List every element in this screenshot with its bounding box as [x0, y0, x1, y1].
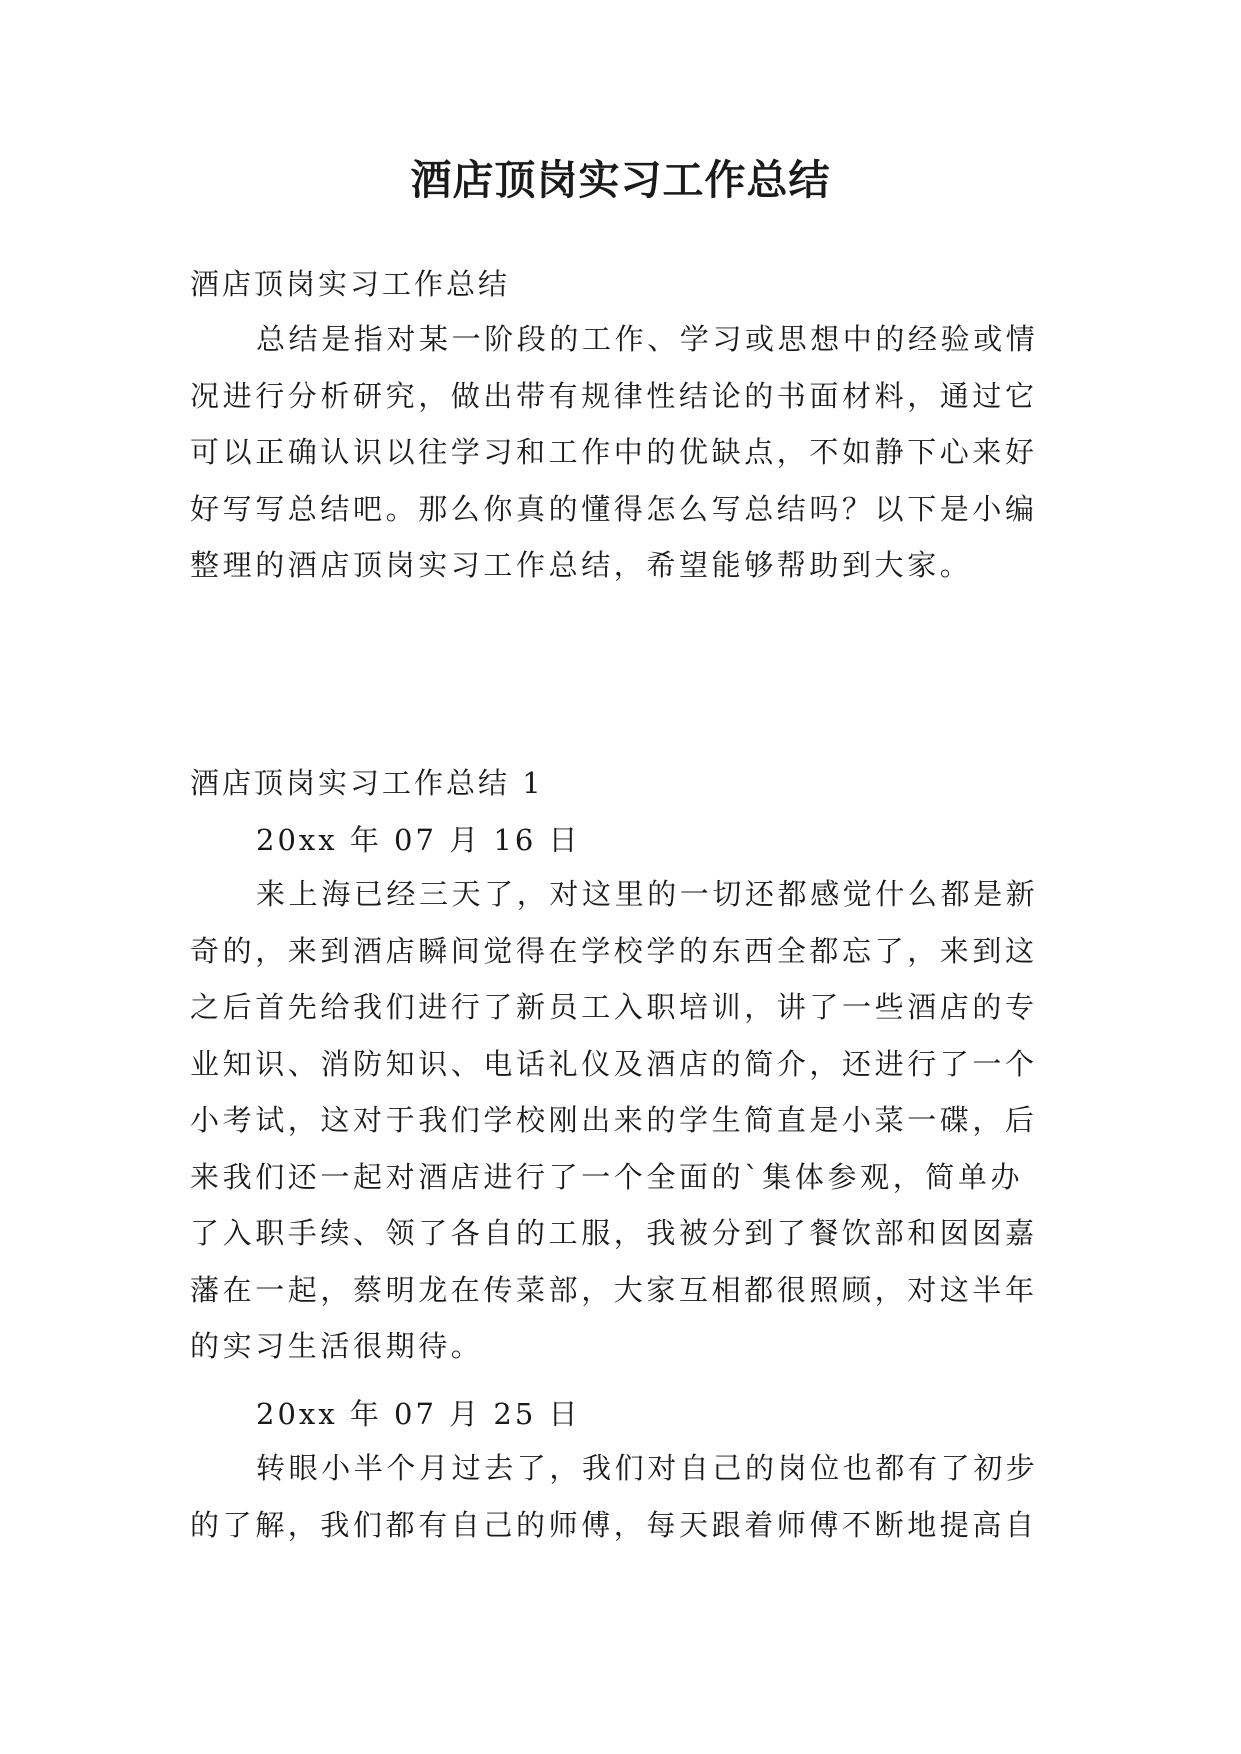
- entry-paragraph: [190, 866, 1056, 1375]
- intro-paragraph: [190, 311, 1056, 594]
- entry-line: 来上海已经三天了，对这里的一切还都感觉什么都是新: [256, 877, 1039, 911]
- intro-line: 总结是指对某一阶段的工作、学习或思想中的经验或情: [256, 322, 1039, 356]
- entry-line: 的了解，我们都有自己的师傅，每天跟着师傅不断地提高自: [190, 1507, 1038, 1542]
- entry-line: 的实习生活很期待。: [190, 1329, 484, 1363]
- intro-line: 整理的酒店顶岗实习工作总结，希望能够帮助到大家。: [190, 548, 973, 582]
- intro-line: 况进行分析研究，做出带有规律性结论的书面材料，通过它: [190, 378, 1038, 413]
- entry-line: 转眼小半个月过去了，我们对自己的岗位也都有了初步: [256, 1451, 1039, 1485]
- document-title: 酒店顶岗实习工作总结: [410, 156, 831, 204]
- entry-line: 业知识、消防知识、电话礼仪及酒店的简介，还进行了一个: [190, 1046, 1038, 1081]
- entry-date: 20xx 年 07 月 16 日: [256, 823, 581, 857]
- entry-line: 奇的，来到酒店瞬间觉得在学校学的东西全都忘了，来到这: [190, 933, 1038, 968]
- entry-line: 来我们还一起对酒店进行了一个全面的`集体参观，简单办: [190, 1159, 1024, 1194]
- entry-line: 藩在一起，蔡明龙在传菜部，大家互相都很照顾，对这半年: [190, 1272, 1038, 1307]
- intro-line: 可以正确认识以往学习和工作中的优缺点，不如静下心来好: [190, 435, 1038, 469]
- entry-line: 之后首先给我们进行了新员工入职培训，讲了一些酒店的专: [190, 990, 1038, 1024]
- intro-line: 好写写总结吧。那么你真的懂得怎么写总结吗？以下是小编: [190, 491, 1038, 526]
- entry-line: 了入职手续、领了各自的工服，我被分到了餐饮部和囡囡嘉: [190, 1216, 1038, 1250]
- entry-date: 20xx 年 07 月 25 日: [256, 1397, 581, 1431]
- intro-heading: 酒店顶岗实习工作总结: [190, 267, 511, 301]
- entry-line: 小考试，这对于我们学校刚出来的学生简直是小菜一碟，后: [190, 1103, 1038, 1137]
- section-heading: 酒店顶岗实习工作总结 1: [190, 766, 544, 800]
- entry-paragraph: [190, 1440, 1056, 1553]
